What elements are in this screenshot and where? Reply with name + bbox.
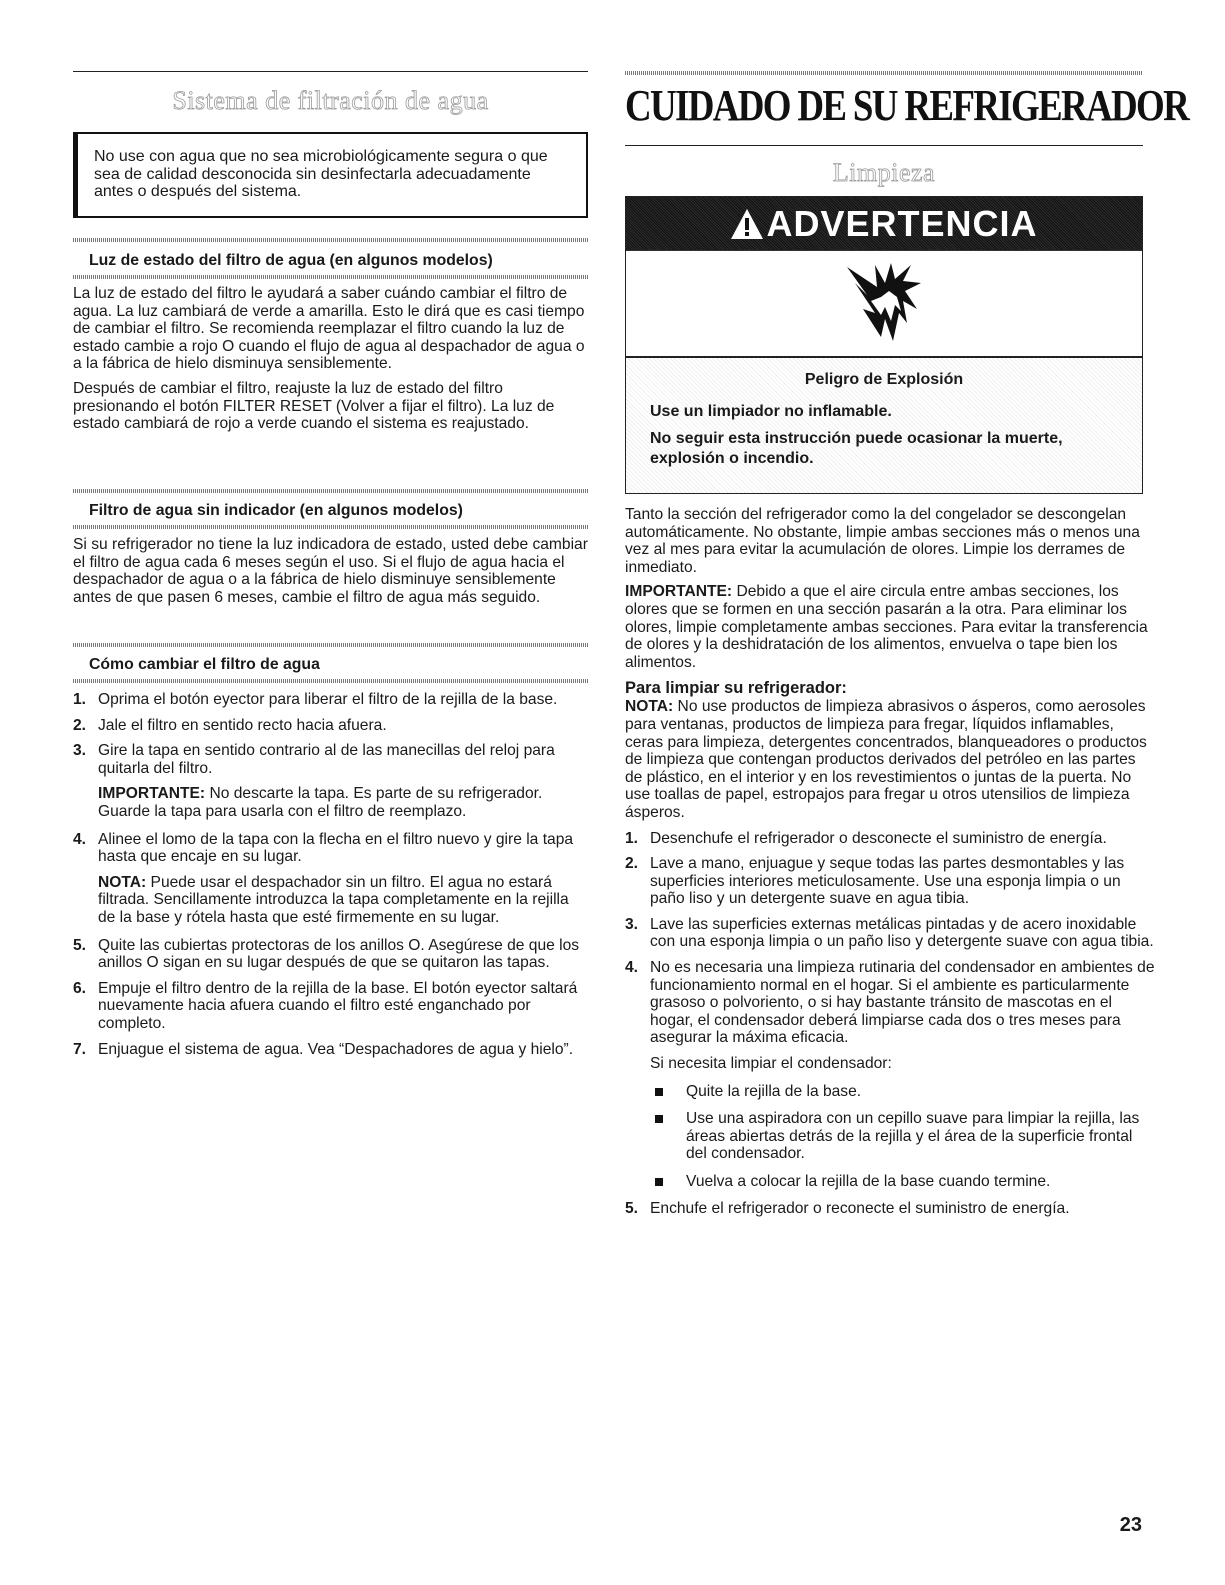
water-safety-text: No use con agua que no sea microbiológicamente segura o que sea de calidad desconocida sin desinfectarla adecuadamente antes o después del sistema. (94, 148, 548, 201)
warning-banner (626, 197, 1142, 250)
bullet-item: Quite la rejilla de la base. (655, 1083, 1155, 1101)
divider (73, 679, 588, 683)
list-item: 4. No es necesaria una limpieza rutinaria del condensador en ambientes de funcionamiento normal en el hogar. Si el ambiente es particularmente grasoso o polvoriento, o si hay bastante tránsito de mascotas en el hogar, el condensador deberá limpiarse cada dos o tres meses para asegurar la máxima eficacia. Si necesita limpiar el condensador: Quite la rejilla de la base. Use una aspiradora con un cepillo suave para limpiar la rejilla, las áreas abiertas detrás de la rejilla y el área de la superficie frontal del condensador. Vuelva a colocar la rejilla de la base cuando termine. (625, 959, 1155, 1190)
list-item: 5. Enchufe el refrigerador o reconecte el suministro de energía. (625, 1199, 1070, 1217)
list-item: 1. Desenchufe el refrigerador o desconecte el suministro de energía. (625, 829, 1107, 847)
warning-body (626, 358, 1142, 493)
no-indicator-section (73, 489, 588, 606)
hazard-type: Peligro de Explosión (804, 371, 964, 388)
divider (73, 238, 588, 242)
page-number: 23 (1119, 1514, 1142, 1536)
list-item: 5. Quite las cubiertas protectoras de los anillos O. Asegúrese de que los anillos O sigan en su lugar después de que se quitaron las tapas. (73, 936, 580, 972)
status-light-paragraph-2: Después de cambiar el filtro, reajuste la luz de estado del filtro presionando el botón FILTER RESET (Volver a fijar el filtro). La luz de estado cambiará de rojo a verde cuando el sistema es reajustado. (73, 379, 555, 433)
list-item: 3. Gire la tapa en sentido contrario al de las manecillas del reloj para quitarla del filtro. IMPORTANTE: No descarte la tapa. Es parte de su refrigerador. Guarde la tapa para usarla con el filtro de reemplazo. (73, 742, 555, 820)
change-filter-heading: Cómo cambiar el filtro de agua (89, 656, 320, 673)
divider (73, 489, 588, 493)
warning-box (625, 196, 1143, 494)
list-item: 7. Enjuague el sistema de agua. Vea “Despachadores de agua y hielo”. (73, 1040, 574, 1058)
status-light-section (73, 238, 588, 433)
divider (73, 525, 588, 529)
water-safety-box (73, 132, 588, 218)
status-light-heading: Luz de estado del filtro de agua (en algunos modelos) (89, 252, 493, 269)
list-item: 4. Alinee el lomo de la tapa con la flecha en el filtro nuevo y gire la tapa hasta que encaje en su lugar. NOTA: Puede usar el despachador sin un filtro. El agua no estará filtrada. Sencillamente introduzca la tapa completamente en la rejilla de la base y rótela hasta que esté firmemente en su lugar. (73, 830, 574, 926)
note-label: NOTA: (98, 873, 147, 891)
no-indicator-heading: Filtro de agua sin indicador (en algunos modelos) (89, 502, 463, 519)
list-item: 1. Oprima el botón eyector para liberar el filtro de la rejilla de la base. (73, 691, 558, 708)
page-title: CUIDADO DE SU REFRIGERADOR (625, 81, 1189, 130)
cleaning-heading: Para limpiar su refrigerador: (625, 679, 847, 698)
change-filter-steps (73, 691, 588, 1058)
condenser-intro: Si necesita limpiar el condensador: (650, 1055, 892, 1073)
change-filter-section (73, 643, 588, 1058)
warning-line-2: No seguir esta instrucción puede ocasionar la muerte, explosión o incendio. (650, 430, 1063, 467)
warning-banner-label: ADVERTENCIA (766, 202, 1038, 244)
bullet-item: Use una aspiradora con un cepillo suave para limpiar la rejilla, las áreas abiertas detrás de la rejilla y el área de la superficie frontal del condensador. (655, 1110, 1155, 1163)
top-rule (73, 71, 588, 72)
condenser-bullets (655, 1083, 1155, 1191)
bullet-item: Vuelva a colocar la rejilla de la base cuando termine. (655, 1173, 1155, 1191)
no-indicator-paragraph: Si su refrigerador no tiene la luz indicadora de estado, usted debe cambiar el filtro de agua cada 6 meses según el uso. Si el flujo de agua hacia el despachador de agua o a la fábrica de hielo disminuye sensiblemente antes de que pasen 6 meses, cambie el filtro de agua más seguido. (73, 536, 588, 606)
divider (73, 643, 588, 647)
warning-triangle-icon (730, 208, 764, 240)
list-item: 2. Jale el filtro en sentido recto hacia afuera. (73, 716, 387, 734)
cleaning-paragraph-1: Tanto la sección del refrigerador como la del congelador se descongelan automáticamente. No obstante, limpie ambas secciones más o menos una vez al mes para evitar la acumulación de olores. Limpie los derrames de inmediato. (625, 506, 1140, 576)
warning-line-1: Use un limpiador no inflamable. (650, 403, 892, 420)
section-title-cleaning: Limpieza (832, 158, 936, 187)
explosion-icon (845, 261, 925, 343)
list-item: 3. Lave las superficies externas metálicas pintadas y de acero inoxidable con una esponja limpia o un paño liso y detergente suave con agua tibia. (625, 915, 1154, 951)
list-item: 6. Empuje el filtro dentro de la rejilla de la base. El botón eyector saltará nuevamente hacia afuera cuando el filtro esté enganchado por completo. (73, 979, 578, 1032)
top-hatch-rule (625, 71, 1143, 75)
cleaning-body (625, 506, 1155, 1217)
cleaning-paragraph-2: IMPORTANTE: Debido a que el aire circula entre ambas secciones, los olores que se formen en una sección pasarán a la otra. Para eliminar los olores, limpie completamente ambas secciones. Para evitar la transferencia de olores y la deshidratación de los alimentos, envuelva o tape bien los alimentos. (625, 583, 1148, 671)
cleaning-note: NOTA: No use productos de limpieza abrasivos o ásperos, como aerosoles para ventanas, productos de limpieza para fregar, líquidos inflamables, ceras para limpieza, detergentes concentrados, blanqueadores o productos de limpieza que contengan productos derivados del petróleo en las partes de plástico, en el interior y en los revestimientos o juntas de la puerta. No use toallas de papel, estropajos para fregar u otros utensilios de limpieza ásperos. (625, 698, 1147, 821)
list-item: 2. Lave a mano, enjuague y seque todas las partes desmontables y las superficies interiores meticulosamente. Use una esponja limpia o un paño liso y un detergente suave en agua tibia. (625, 855, 1125, 908)
section-title-filtration: Sistema de filtración de agua (172, 86, 489, 115)
status-light-paragraph-1: La luz de estado del filtro le ayudará a saber cuándo cambiar el filtro de agua. La luz cambiará de verde a amarilla. Esto le dirá que es casi tiempo de cambiar el filtro. Se recomienda reemplazar el filtro cuando la luz de estado cambie a rojo O cuando el flujo de agua al despachador de agua o a la fábrica de hielo disminuya sensiblemente. (73, 285, 585, 373)
title-rule (625, 145, 1143, 146)
important-label: IMPORTANTE: (98, 785, 206, 803)
divider (73, 275, 588, 279)
cleaning-steps (625, 830, 1155, 1218)
